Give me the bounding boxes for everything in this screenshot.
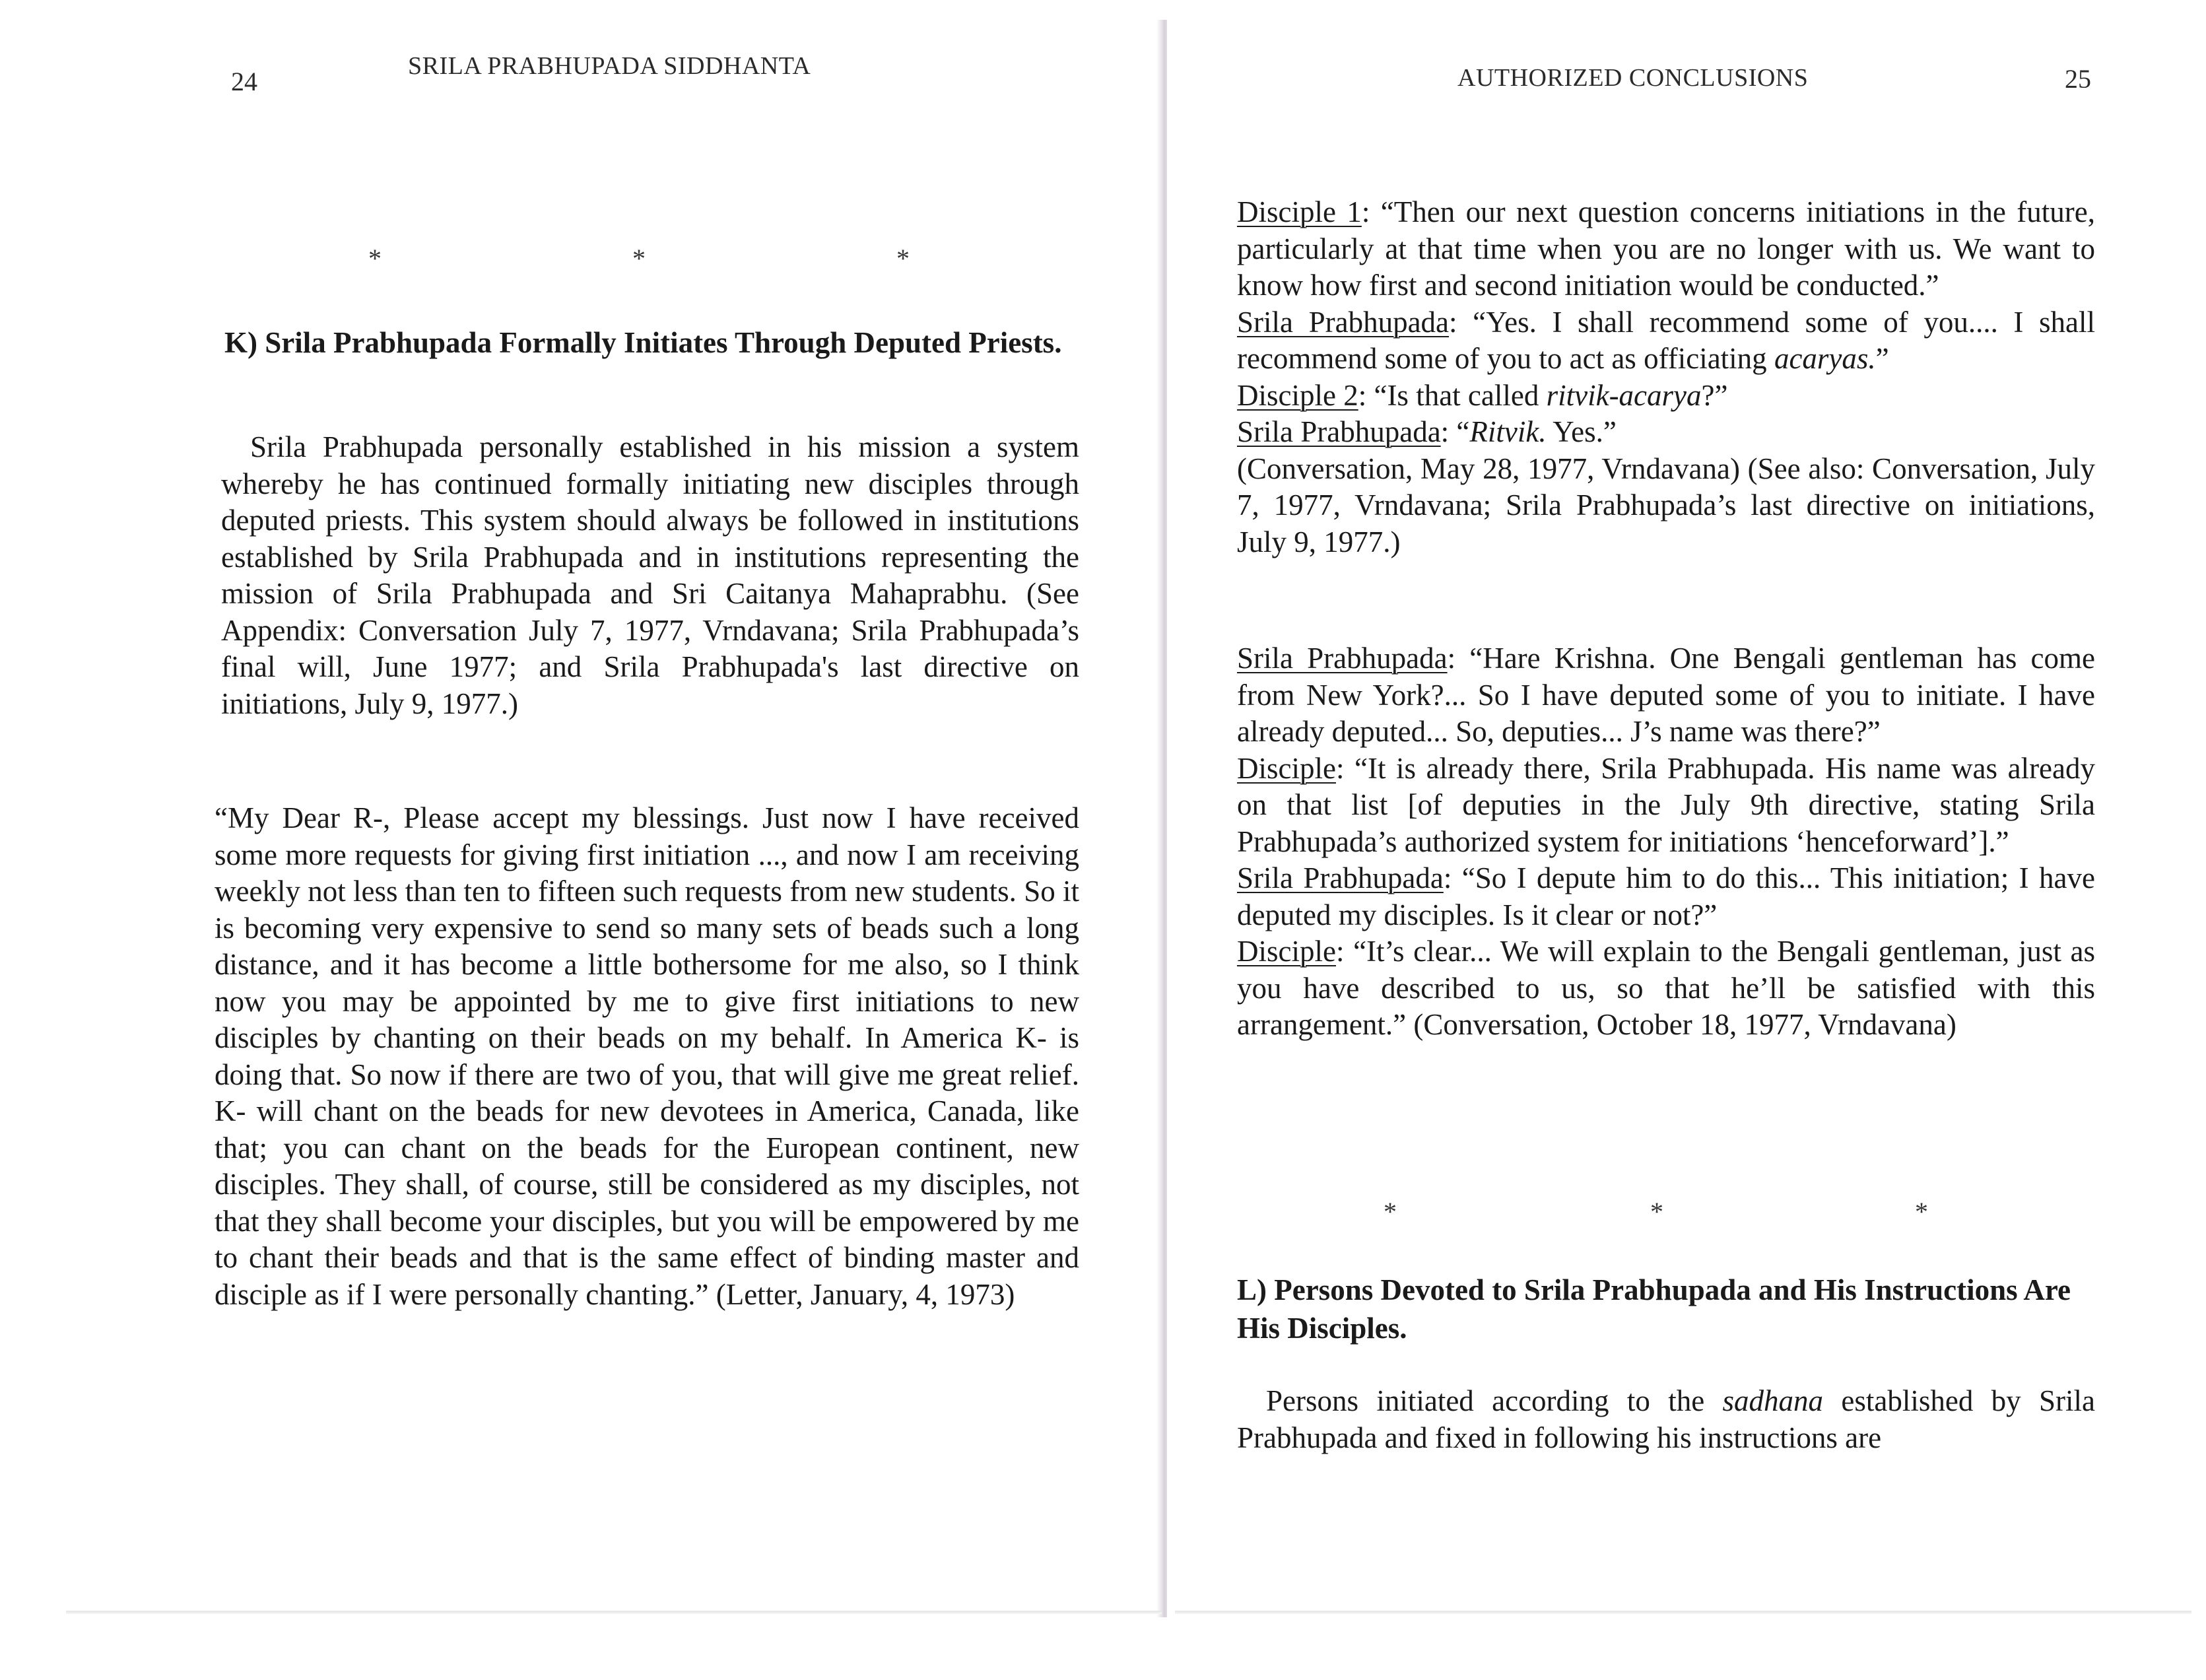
- dialogue-line: [1237, 378, 2095, 415]
- speaker-label: Srila Prabhupada: [1237, 642, 1448, 675]
- speaker-label: Disciple 1: [1237, 195, 1362, 228]
- star: *: [1650, 1197, 1663, 1226]
- dialogue-text: : “So I depute him to do this... This initiation; I have deputed my disciples. Is it clear or not?”: [1237, 861, 2096, 931]
- speaker-label: Srila Prabhupada: [1237, 415, 1441, 448]
- paragraph-text: Srila Prabhupada personally established in his mission a system whereby he has continued formally initiating new disciples through deputed priests. This system should always be followed in institutions established by Srila Prabhupada and in institutions representing the mission of Srila Prabhupada and Sri Caitanya Mahaprabhu. (See Appendix: Conversation July 7, 1977, Vrndavana; Srila Prabhupada’s final will, June 1977; and Srila Prabhupada's last directive on initiations, July 9, 1977.): [221, 430, 1079, 720]
- star: *: [632, 244, 646, 273]
- body-paragraph: [221, 429, 1079, 722]
- bottom-edge-right: [1175, 1611, 2191, 1614]
- dialogue-text: : “Hare Krishna. One Bengali gentleman has come from New York?... So I have deputed some of you to initiate. I have already deputed... So, deputies... J’s name was there?”: [1237, 642, 2095, 748]
- running-head: AUTHORIZED CONCLUSIONS: [1457, 64, 1809, 92]
- paragraph-text: “My Dear R-, Please accept my blessings. Just now I have received some more requests for giving first initiation ..., and now I am receiving weekly not less than ten to fifteen such requests from new students. So it is becoming very expensive to send so many sets of beads such a long distance, and it has become a little bothersome for me also, so I think now you may be appointed by me to give first initiations to new disciples by chanting on their beads on my behalf. In America K- is doing that. So now if there are two of you, that will give me great relief. K- will chant on the beads for new devotees in America, Canada, like that; you can chant on the beads for the European continent, new disciples. They shall, of course, still be considered as my disciples, not that they shall become your disciples, but you will be empowered by me to chant their beads and that is the same effect of binding master and disciple as if I were personally chanting.” (Letter, January, 4, 1973): [215, 801, 1079, 1311]
- dialogue-text: : “It is already there, Srila Prabhupada. His name was already on that list [of deputies in the July 9th directive, stating Srila Prabhupada’s authorized system for initiations ‘henceforward’].”: [1237, 751, 2095, 858]
- dialogue-text: : “Is that called: [1358, 378, 1547, 412]
- dialogue-text: : “Then our next question concerns initiations in the future, particularly at that time when you are no longer with us. We want to know how first and second initiation would be conducted.”: [1237, 195, 2095, 302]
- page-number: 25: [2065, 64, 2091, 94]
- italic-term: Ritvik.: [1469, 415, 1547, 448]
- quoted-letter-paragraph: [215, 800, 1079, 1313]
- dialogue-text: ”: [1875, 342, 1889, 375]
- star: *: [896, 244, 910, 273]
- star: *: [1915, 1197, 1928, 1226]
- dialogue-line: [1237, 194, 2095, 304]
- bottom-edge-left: [66, 1611, 1162, 1614]
- dialogue-text: : “It’s clear... We will explain to the Bengali gentleman, just as you have described to us, so that he’ll be satisfied with this arrangement.” (Conversation, October 18, 1977, Vrndavana): [1237, 935, 2095, 1041]
- speaker-label: Disciple: [1237, 935, 1336, 968]
- italic-term: acaryas.: [1774, 342, 1876, 375]
- star: *: [368, 244, 382, 273]
- paragraph-text: Persons initiated according to the: [1266, 1384, 1723, 1417]
- dialogue-line: [1237, 640, 2095, 751]
- dialogue-line: [1237, 751, 2095, 861]
- dialogue-line: [1237, 304, 2095, 378]
- dialogue-block-1: [1237, 194, 2095, 560]
- speaker-label: Disciple: [1237, 751, 1336, 785]
- right-page: [1167, 0, 2206, 1680]
- dialogue-block-2: [1237, 640, 2095, 1044]
- section-divider-stars: [1167, 1196, 2206, 1229]
- page-number: 24: [231, 67, 257, 96]
- section-heading: K) Srila Prabhupada Formally Initiates Through Deputed Priests.: [224, 326, 1062, 359]
- italic-term: ritvik-acarya: [1546, 378, 1702, 412]
- speaker-label: Srila Prabhupada: [1237, 305, 1450, 339]
- dialogue-text: : “: [1440, 415, 1470, 448]
- section-heading: L) Persons Devoted to Srila Prabhupada and His Instructions Are His Disciples.: [1237, 1273, 2071, 1345]
- dialogue-line: [1237, 414, 2095, 451]
- paragraph-text: established by Srila Prabhupada and fixed in following his instructions are: [1237, 1384, 2095, 1454]
- speaker-label: Srila Prabhupada: [1237, 861, 1444, 894]
- dialogue-text: : “Yes. I shall recommend some of you.... I shall recommend some of you to act as officiating: [1237, 305, 2095, 375]
- dialogue-line: [1237, 933, 2095, 1044]
- dialogue-text: ?”: [1701, 378, 1728, 412]
- running-head: SRILA PRABHUPADA SIDDHANTA: [408, 52, 811, 80]
- dialogue-line: [1237, 860, 2095, 933]
- citation: (Conversation, May 28, 1977, Vrndavana) (See also: Conversation, July 7, 1977, Vrndavana; Srila Prabhupada’s last directive on initiations, July 9, 1977.): [1237, 452, 2095, 558]
- section-divider-stars: [0, 243, 1162, 276]
- italic-term: sadhana: [1722, 1384, 1824, 1417]
- star: *: [1384, 1197, 1397, 1226]
- body-paragraph: [1237, 1383, 2095, 1456]
- speaker-label: Disciple 2: [1237, 378, 1358, 412]
- dialogue-text: Yes.”: [1546, 415, 1617, 448]
